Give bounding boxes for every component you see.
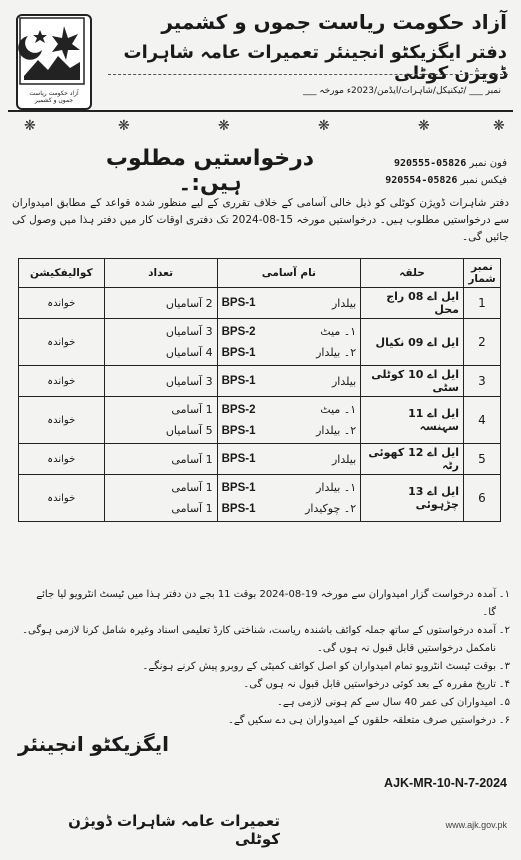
table-header-row bbox=[19, 259, 501, 288]
bps-grade: BPS-1 bbox=[221, 297, 256, 309]
post-name: چوکیدار bbox=[305, 502, 341, 515]
constituency: ایل اے 08 راج محل bbox=[361, 288, 464, 319]
serial-number: 2 bbox=[463, 319, 500, 366]
condition-text: امیدواران کی عمر 40 سال سے کم ہونی لازمی ہے۔ bbox=[277, 697, 496, 708]
post-name: بیلدار bbox=[331, 374, 357, 388]
table-body bbox=[19, 288, 501, 522]
ajk-emblem-icon bbox=[18, 16, 86, 86]
condition-item bbox=[20, 712, 510, 730]
post-entry bbox=[222, 498, 357, 519]
serial-number: 5 bbox=[463, 444, 500, 475]
post-name: بیلدار bbox=[331, 452, 357, 466]
constituency: ایل اے 11 سہنسہ bbox=[361, 397, 464, 444]
post-counts bbox=[104, 475, 217, 522]
bps-grade: BPS-2 bbox=[221, 325, 256, 338]
header-count: تعداد bbox=[104, 259, 217, 288]
table-row bbox=[19, 397, 501, 444]
post-count: 1 آسامی bbox=[171, 452, 213, 466]
table-row bbox=[19, 444, 501, 475]
condition-text: بوقت ٹیسٹ انٹرویو تمام امیدواران کو اصل کوائف کمیٹی کے روبرو پیش کرنے ہونگے۔ bbox=[142, 661, 496, 672]
phone-label: فون نمبر bbox=[469, 158, 507, 169]
header-rule bbox=[8, 110, 513, 112]
condition-number: ۲۔ bbox=[498, 625, 510, 636]
header-sno: نمبر شمار bbox=[463, 259, 500, 288]
qualification: خواندہ bbox=[19, 319, 105, 366]
post-prefix: ۱۔ bbox=[343, 403, 357, 416]
chinar-leaf-icon: ❋ bbox=[493, 118, 505, 134]
post-prefix: ۲۔ bbox=[343, 346, 357, 359]
post-name: بیلدار bbox=[316, 481, 341, 494]
bps-grade: BPS-1 bbox=[221, 346, 256, 359]
government-logo bbox=[16, 14, 92, 110]
post-names bbox=[217, 444, 361, 475]
post-names bbox=[217, 366, 361, 397]
condition-item bbox=[20, 622, 510, 658]
post-entry bbox=[222, 293, 357, 314]
post-names bbox=[217, 475, 361, 522]
vacancy-table bbox=[18, 258, 501, 522]
condition-text: آمدہ درخواستوں کے ساتھ جملہ کوائف باشندہ ریاست، شناختی کارڈ تعلیمی اسناد وغیرہ شامل کرنا لازمی ہوگی۔ نامکمل درخواستیں قابل قبول نہ ہوں گی۔ bbox=[22, 625, 496, 654]
serial-number: 1 bbox=[463, 288, 500, 319]
post-entry bbox=[222, 449, 357, 470]
bps-grade: BPS-1 bbox=[221, 424, 256, 437]
table-row bbox=[19, 475, 501, 522]
constituency: ایل اے 12 کھوئی رٹہ bbox=[361, 444, 464, 475]
post-name: میٹ bbox=[320, 403, 341, 416]
serial-number: 3 bbox=[463, 366, 500, 397]
post-name: بیلدار bbox=[316, 346, 341, 359]
post-entry bbox=[222, 342, 357, 363]
post-count: 1 آسامی bbox=[171, 481, 213, 494]
header-qualification: کوالیفکیشن bbox=[19, 259, 105, 288]
job-reference: AJK-MR-10-N-7-2024 bbox=[384, 776, 507, 790]
post-prefix: ۲۔ bbox=[343, 502, 357, 515]
constituency: ایل اے 10 کوٹلی سٹی bbox=[361, 366, 464, 397]
qualification: خواندہ bbox=[19, 397, 105, 444]
table-row bbox=[19, 366, 501, 397]
constituency: ایل اے 09 نکیال bbox=[361, 319, 464, 366]
post-counts bbox=[104, 444, 217, 475]
department-name: تعمیرات عامہ شاہرات ڈویژن کوٹلی bbox=[68, 812, 280, 848]
condition-number: ۱۔ bbox=[498, 589, 510, 600]
table-row bbox=[19, 288, 501, 319]
post-prefix: ۱۔ bbox=[343, 481, 357, 494]
condition-item bbox=[20, 694, 510, 712]
constituency: ایل اے 13 چڑہوئی bbox=[361, 475, 464, 522]
bps-grade: BPS-1 bbox=[221, 502, 256, 515]
post-count: 4 آسامیاں bbox=[165, 346, 213, 359]
condition-item bbox=[20, 676, 510, 694]
chinar-leaf-icon: ❋ bbox=[218, 118, 230, 134]
header-post: نام آسامی bbox=[217, 259, 361, 288]
post-name: بیلدار bbox=[316, 424, 341, 437]
condition-number: ۳۔ bbox=[498, 661, 510, 672]
post-count: 3 آسامیاں bbox=[165, 374, 213, 388]
table-row bbox=[19, 319, 501, 366]
qualification: خواندہ bbox=[19, 475, 105, 522]
condition-text: درخواستیں صرف متعلقہ حلقوں کے امیدواران ہی دے سکیں گے۔ bbox=[227, 715, 496, 726]
post-prefix: ۱۔ bbox=[343, 325, 357, 338]
post-count: 1 آسامی bbox=[171, 403, 213, 416]
post-count: 5 آسامیاں bbox=[165, 424, 213, 437]
chinar-leaf-icon: ❋ bbox=[318, 118, 330, 134]
website-link[interactable]: www.ajk.gov.pk bbox=[445, 820, 507, 830]
qualification: خواندہ bbox=[19, 288, 105, 319]
bps-grade: BPS-2 bbox=[221, 403, 256, 416]
intro-paragraph: دفتر شاہرات ڈویژن کوٹلی کو ذیل خالی آسامی کے خلاف تقرری کے لیے منظور شدہ قواعد کے مطابق امیدواران سے درخواستیں مطلوب ہیں۔ درخواستیں مورخہ 15-08-2024 تک دفتری اوقات کار میں دفتر ہذا میں وصول کی جائیں گی۔ bbox=[12, 197, 509, 243]
condition-number: ۶۔ bbox=[498, 715, 510, 726]
bps-grade: BPS-1 bbox=[221, 375, 256, 387]
post-count: 1 آسامی bbox=[171, 502, 213, 515]
bps-grade: BPS-1 bbox=[221, 481, 256, 494]
post-entry bbox=[222, 399, 357, 420]
government-name: آزاد حکومت ریاست جموں و کشمیر bbox=[161, 10, 507, 34]
post-name: میٹ bbox=[320, 325, 341, 338]
chinar-leaf-icon: ❋ bbox=[118, 118, 130, 134]
page-title: درخواستیں مطلوب ہیں:۔ bbox=[105, 146, 315, 196]
condition-number: ۴۔ bbox=[498, 679, 510, 690]
post-entry bbox=[222, 371, 357, 392]
qualification: خواندہ bbox=[19, 366, 105, 397]
contact-info bbox=[385, 155, 507, 189]
logo-caption: آزاد حکومت ریاست جموں و کشمیر bbox=[29, 90, 79, 104]
post-count: 3 آسامیاں bbox=[165, 325, 213, 338]
post-prefix: ۲۔ bbox=[343, 424, 357, 437]
phone-number: 05826-920555 bbox=[393, 158, 467, 169]
post-counts bbox=[104, 397, 217, 444]
condition-text: آمدہ درخواست گزار امیدواران سے مورخہ 19-08-2024 بوقت 11 بجے دن دفتر ہذا میں ٹیسٹ انٹرویو لیا جائے گا۔ bbox=[36, 589, 496, 618]
post-count: 2 آسامیاں bbox=[165, 296, 213, 310]
post-counts bbox=[104, 288, 217, 319]
fax-label: فیکس نمبر bbox=[460, 175, 507, 186]
bps-grade: BPS-1 bbox=[221, 453, 256, 465]
letterhead bbox=[8, 6, 513, 136]
reference-number: نمبر ___ /ٹیکنیکل/شاہرات/ایڈمن/2023ء مورخہ ___ bbox=[302, 86, 501, 96]
office-name: دفتر ایگزیکٹو انجینئر تعمیرات عامہ شاہرات ڈویژن کوٹلی bbox=[123, 42, 507, 84]
post-counts bbox=[104, 366, 217, 397]
post-name: بیلدار bbox=[331, 296, 357, 310]
post-counts bbox=[104, 319, 217, 366]
condition-number: ۵۔ bbox=[498, 697, 510, 708]
post-names bbox=[217, 397, 361, 444]
chinar-leaf-icon: ❋ bbox=[24, 118, 36, 134]
post-names bbox=[217, 319, 361, 366]
condition-item bbox=[20, 658, 510, 676]
condition-text: تاریخ مقررہ کے بعد کوئی درخواستیں قابل قبول نہ ہوں گی۔ bbox=[243, 679, 496, 690]
fax-number: 05826-920554 bbox=[385, 175, 458, 186]
serial-number: 4 bbox=[463, 397, 500, 444]
post-entry bbox=[222, 477, 357, 498]
conditions-list bbox=[20, 586, 510, 730]
post-entry bbox=[222, 420, 357, 441]
qualification: خواندہ bbox=[19, 444, 105, 475]
post-entry bbox=[222, 321, 357, 342]
header-divider bbox=[108, 74, 508, 75]
chinar-leaf-icon: ❋ bbox=[418, 118, 430, 134]
signatory-title: ایگزیکٹو انجینئر bbox=[18, 732, 169, 756]
condition-item bbox=[20, 586, 510, 622]
serial-number: 6 bbox=[463, 475, 500, 522]
header-area: حلقہ bbox=[361, 259, 464, 288]
post-names bbox=[217, 288, 361, 319]
